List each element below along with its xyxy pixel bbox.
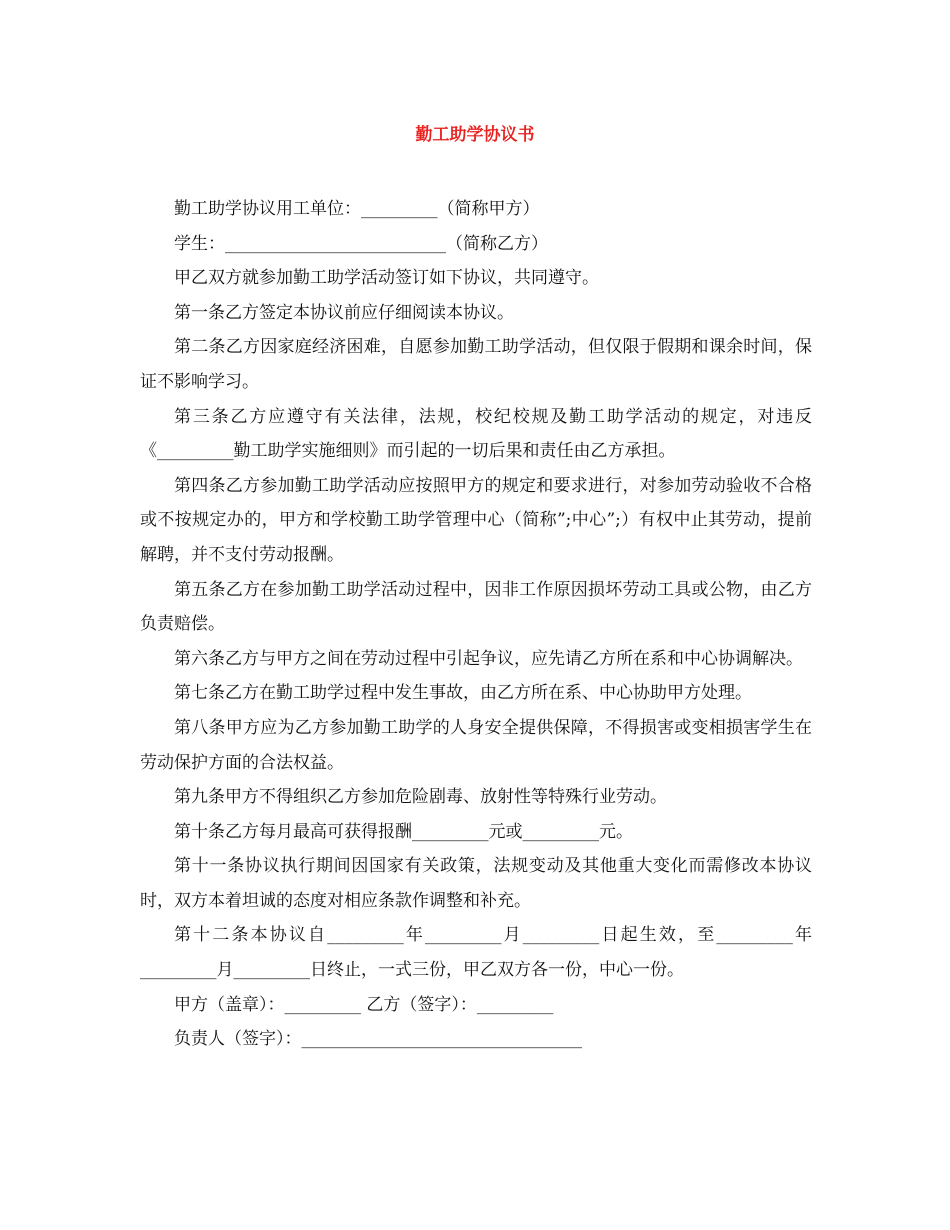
article-10: 第十条乙方每月最高可获得报酬_________元或_________元。 (174, 821, 633, 842)
article-6: 第六条乙方与甲方之间在劳动过程中引起争议，应先请乙方所在系和中心协调解决。 (174, 648, 803, 669)
document-title: 勤工助学协议书 (415, 125, 535, 145)
article-12: 第十二条本协议自_________年_________月_________日起生效，至_________年_________月_________日终止，一式三份，甲乙双方各一份，中心一份。 (140, 925, 812, 981)
article-11: 第十一条协议执行期间因国家有关政策，法规变动及其他重大变化而需修改本协议时，双方本着坦诚的态度对相应条款作调整和补充。 (140, 856, 812, 911)
article-1: 第一条乙方签定本协议前应仔细阅读本协议。 (174, 302, 514, 323)
article-7: 第七条乙方在勤工助学过程中发生事故，由乙方所在系、中心协助甲方处理。 (174, 683, 752, 704)
article-3: 第三条乙方应遵守有关法律，法规，校纪校规及勤工助学活动的规定，对违反《_________勤工助学实施细则》而引起的一切后果和责任由乙方承担。 (140, 406, 812, 462)
signature-line-parties: 甲方（盖章）：_________ 乙方（签字）：_________ (174, 994, 554, 1015)
document-body (140, 192, 812, 1057)
student-line: 学生：__________________________（简称乙方） (174, 233, 548, 254)
article-9: 第九条甲方不得组织乙方参加危险剧毒、放射性等特殊行业劳动。 (174, 787, 667, 808)
article-8: 第八条甲方应为乙方参加勤工助学的人身安全提供保障，不得损害或变相损害学生在劳动保护方面的合法权益。 (140, 717, 812, 773)
signature-line-responsible: 负责人（签字）：_________________________________ (174, 1029, 582, 1050)
article-5: 第五条乙方在参加勤工助学活动过程中，因非工作原因损坏劳动工具或公物，由乙方负责赔偿。 (140, 579, 812, 635)
employer-line: 勤工助学协议用工单位：_________（简称甲方） (174, 199, 540, 219)
preamble-paragraph: 甲乙双方就参加勤工助学活动签订如下协议，共同遵守。 (174, 268, 599, 289)
article-2: 第二条乙方因家庭经济困难，自愿参加勤工助学活动，但仅限于假期和课余时间，保证不影响学习。 (140, 337, 812, 392)
article-4: 第四条乙方参加勤工助学活动应按照甲方的规定和要求进行，对参加劳动验收不合格或不按规定办的，甲方和学校勤工助学管理中心（简称”;中心”;）有权中止其劳动，提前解聘，并不支付劳动报酬。 (140, 475, 812, 565)
